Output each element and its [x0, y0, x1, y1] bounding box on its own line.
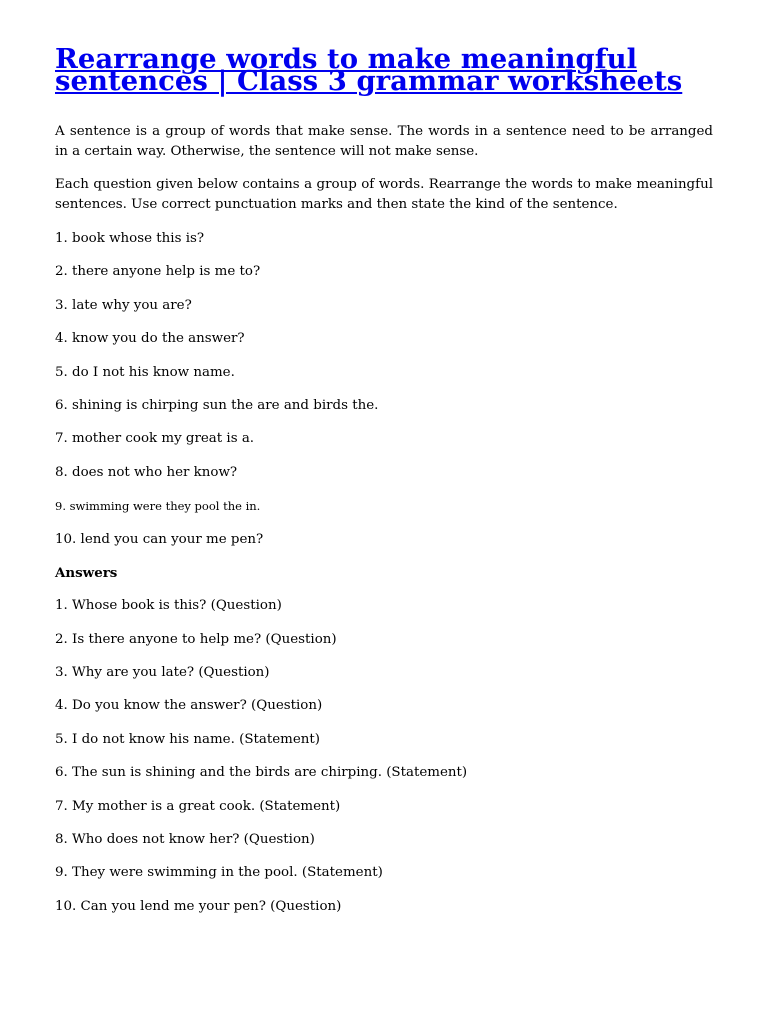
question-item: 10. lend you can your me pen?	[55, 531, 264, 547]
question-item: 8. does not who her know?	[55, 464, 238, 480]
questions-list	[55, 229, 713, 917]
intro-paragraph: A sentence is a group of words that make sense. The words in a sentence need to be arranged in a certain way. Otherwise, the sentence will not make sense.	[55, 124, 713, 159]
answer-item: 10. Can you lend me your pen? (Question)	[55, 898, 342, 914]
answer-item: 1. Whose book is this? (Question)	[55, 598, 282, 614]
answer-item: 8. Who does not know her? (Question)	[55, 832, 315, 848]
question-item: 4. know you do the answer?	[55, 331, 245, 347]
instructions-paragraph: Each question given below contains a group of words. Rearrange the words to make meaningful sentences. Use correct punctuation marks and then state the kind of the sentence.	[55, 177, 713, 212]
question-item: 5. do I not his know name.	[55, 364, 235, 380]
question-item: 2. there anyone help is me to?	[55, 264, 261, 280]
question-item: 9. swimming were they pool the in.	[55, 499, 261, 514]
answer-item: 2. Is there anyone to help me? (Question)	[55, 631, 337, 647]
title-link[interactable]: Rearrange words to make meaningful sentences | Class 3 grammar worksheets	[55, 43, 683, 97]
answer-item: 7. My mother is a great cook. (Statement)	[55, 798, 341, 814]
answer-item: 3. Why are you late? (Question)	[55, 665, 270, 681]
question-item: 6. shining is chirping sun the are and birds the.	[55, 397, 379, 413]
question-item: 1. book whose this is?	[55, 231, 205, 246]
answer-item: 6. The sun is shining and the birds are chirping. (Statement)	[55, 765, 468, 781]
question-item: 7. mother cook my great is a.	[55, 431, 255, 447]
answer-item: 4. Do you know the answer? (Question)	[55, 698, 323, 714]
answers-heading: Answers	[55, 564, 118, 581]
question-item: 3. late why you are?	[55, 297, 192, 313]
answer-item: 9. They were swimming in the pool. (Statement)	[55, 865, 383, 881]
page-title	[55, 43, 713, 97]
document-page	[55, 43, 713, 930]
answer-item: 5. I do not know his name. (Statement)	[55, 731, 321, 747]
